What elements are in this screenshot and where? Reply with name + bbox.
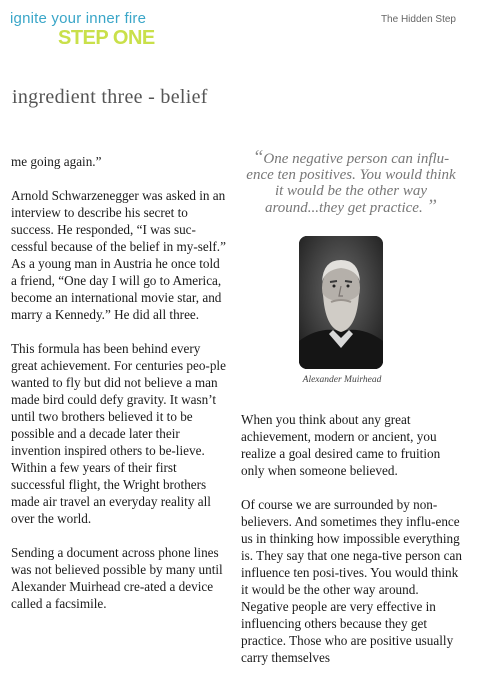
paragraph: Of course we are surrounded by non-believers. And sometimes they influ-ence us in thinking how impossible everything is. They say that one nega-tive person can influence ten posi-tives. You would think it would be the other way around. Negative people are very effective in influencing others because they get practice. Those who are positive usually carry themselves — [241, 497, 462, 665]
portrait-caption: Alexander Muirhead — [302, 375, 382, 385]
book-title: The Hidden Step — [380, 14, 456, 25]
paragraph: Sending a document across phone lines was not believed possible by many until Alexander Muirhead cre-ated a device called a facsimile. — [11, 545, 223, 611]
right-column — [241, 411, 463, 683]
pull-quote — [242, 147, 460, 217]
paragraph: When you think about any great achievement, modern or ancient, you realize a goal desired came to fruition only when someone believed. — [241, 412, 441, 478]
paragraph: Arnold Schwarzenegger was asked in an interview to describe his secret to success. He responded, “I was suc-cessful because of the belief in my-self.” As a young man in Austria he once told a friend, “One day I will go to America, become an international movie star, and marry a Kennedy.” He did all three. — [11, 188, 226, 322]
left-column — [11, 153, 226, 629]
section-title: ingredient three - belief — [12, 86, 208, 108]
paragraph: This formula has been behind every great achievement. For centuries peo-ple wanted to fly but did not believe a man made bird could defy gravity. It wasn’t until two brothers believed it to be possible and a decade later their invention inspired others to be-lieve. Within a few years of their first successful flight, the Wright brothers made air travel an everyday reality all over the world. — [11, 341, 226, 526]
portrait-illustration — [299, 236, 383, 369]
tagline: ignite your inner fire — [10, 10, 147, 27]
open-quote-mark: “ — [252, 147, 264, 168]
pull-quote-text: One negative person can influ-ence ten positives. You would think it would be the other way around...they get practice. — [246, 151, 456, 216]
portrait-photo — [299, 236, 383, 369]
close-quote-mark: ” — [426, 196, 438, 217]
paragraph: me going again.” — [11, 154, 102, 169]
step-heading: STEP ONE — [58, 27, 155, 49]
